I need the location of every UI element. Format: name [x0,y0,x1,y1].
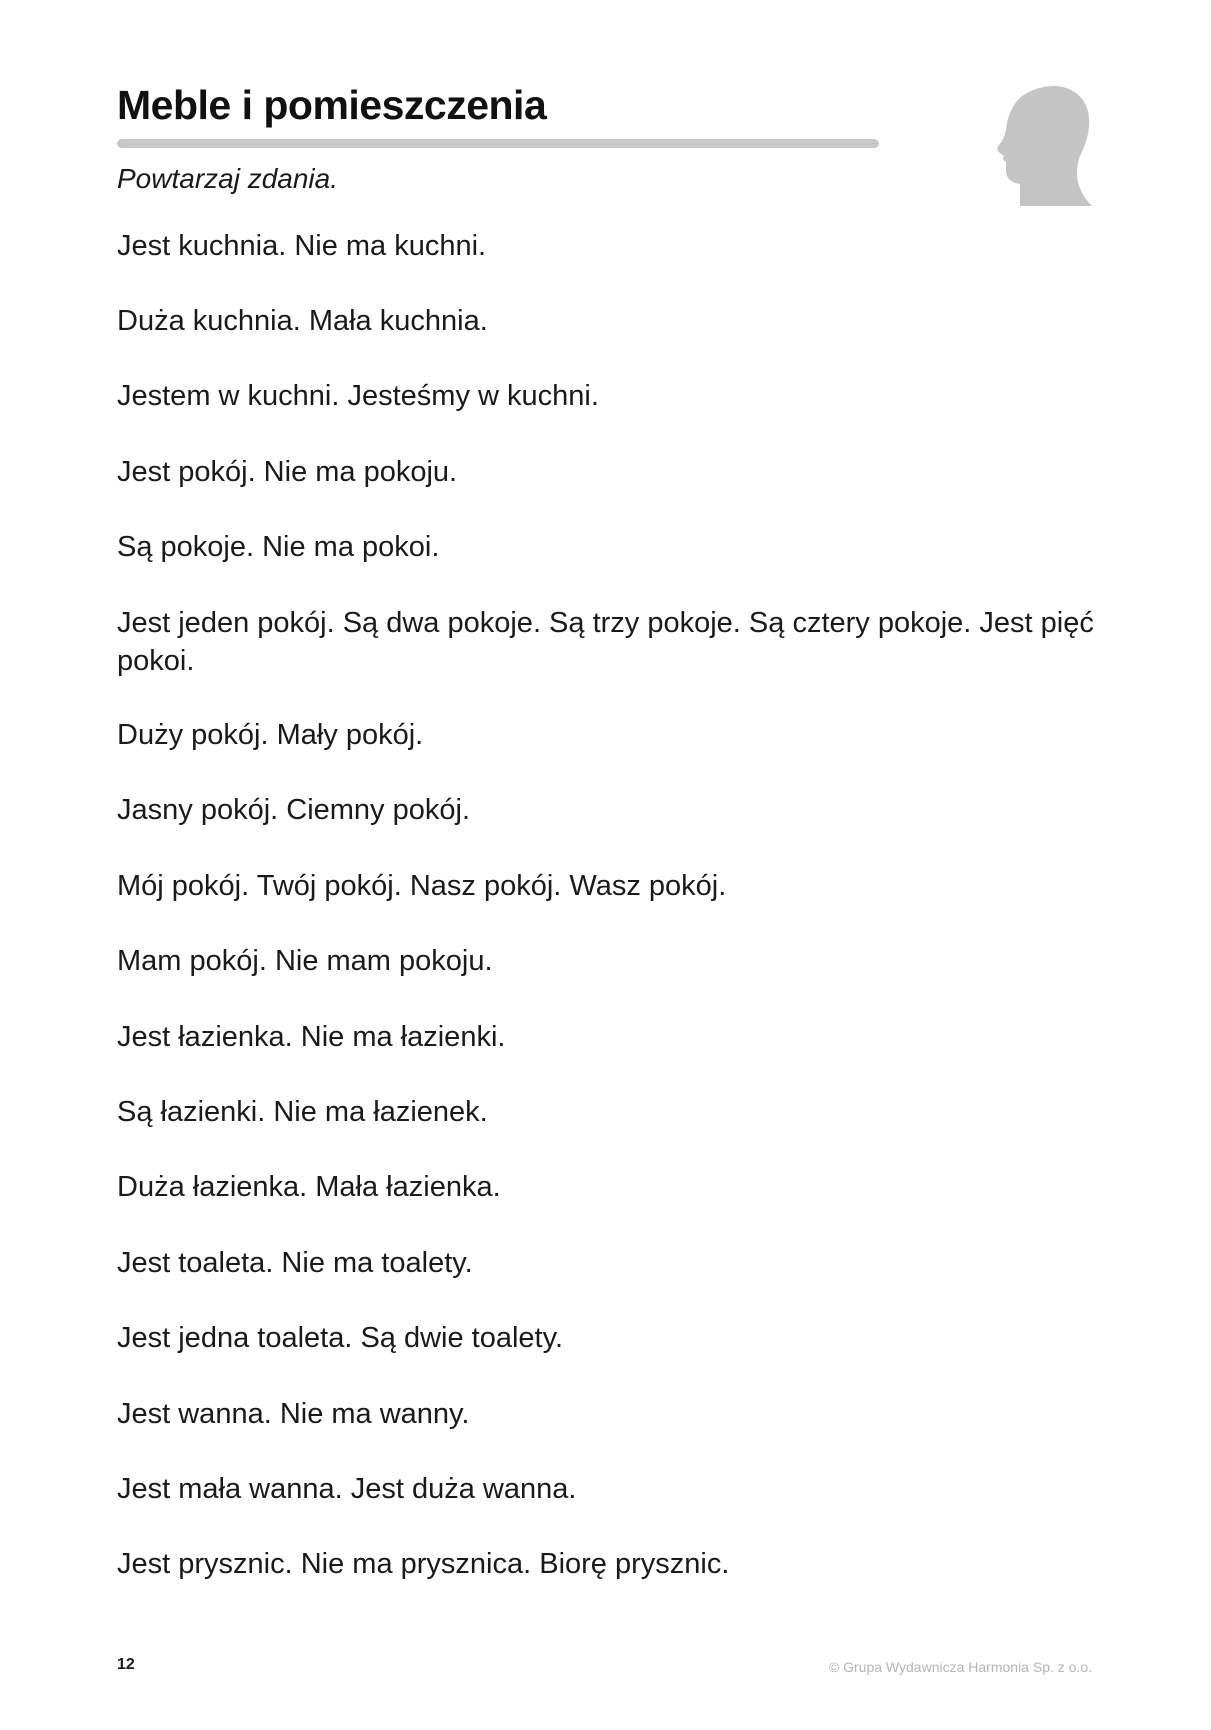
sentence: Jest mała wanna. Jest duża wanna. [117,1473,577,1505]
sentence: Duża łazienka. Mała łazienka. [117,1171,501,1203]
sentence: Duży pokój. Mały pokój. [117,719,424,751]
title-underline [117,139,879,148]
sentence: Jestem w kuchni. Jesteśmy w kuchni. [117,380,599,412]
copyright-notice: © Grupa Wydawnicza Harmonia Sp. z o.o. [828,1659,1092,1675]
sentence: Mam pokój. Nie mam pokoju. [117,945,493,977]
sentence: Duża kuchnia. Mała kuchnia. [117,305,488,337]
sentence: Są łazienki. Nie ma łazienek. [117,1096,488,1128]
sentence: Są pokoje. Nie ma pokoi. [117,531,440,563]
sentence: Jest wanna. Nie ma wanny. [117,1398,470,1430]
sentence: Jest łazienka. Nie ma łazienki. [117,1021,506,1053]
sentence: Mój pokój. Twój pokój. Nasz pokój. Wasz pokój. [117,870,727,902]
sentence: Jasny pokój. Ciemny pokój. [117,794,470,826]
sentence: Jest pokój. Nie ma pokoju. [117,456,458,488]
head-profile-icon [996,86,1092,206]
sentence: Jest prysznic. Nie ma prysznica. Biorę prysznic. [117,1548,730,1580]
sentence: Jest jeden pokój. Są dwa pokoje. Są trzy pokoje. Są cztery pokoje. Jest pięć pokoi. [117,607,1094,677]
sentence: Jest toaleta. Nie ma toalety. [117,1247,473,1279]
page-number: 12 [117,1656,135,1673]
page-title: Meble i pomieszczenia [117,82,547,128]
instruction-text: Powtarzaj zdania. [117,163,339,194]
sentence: Jest jedna toaleta. Są dwie toalety. [117,1322,564,1354]
sentence: Jest kuchnia. Nie ma kuchni. [117,230,487,262]
